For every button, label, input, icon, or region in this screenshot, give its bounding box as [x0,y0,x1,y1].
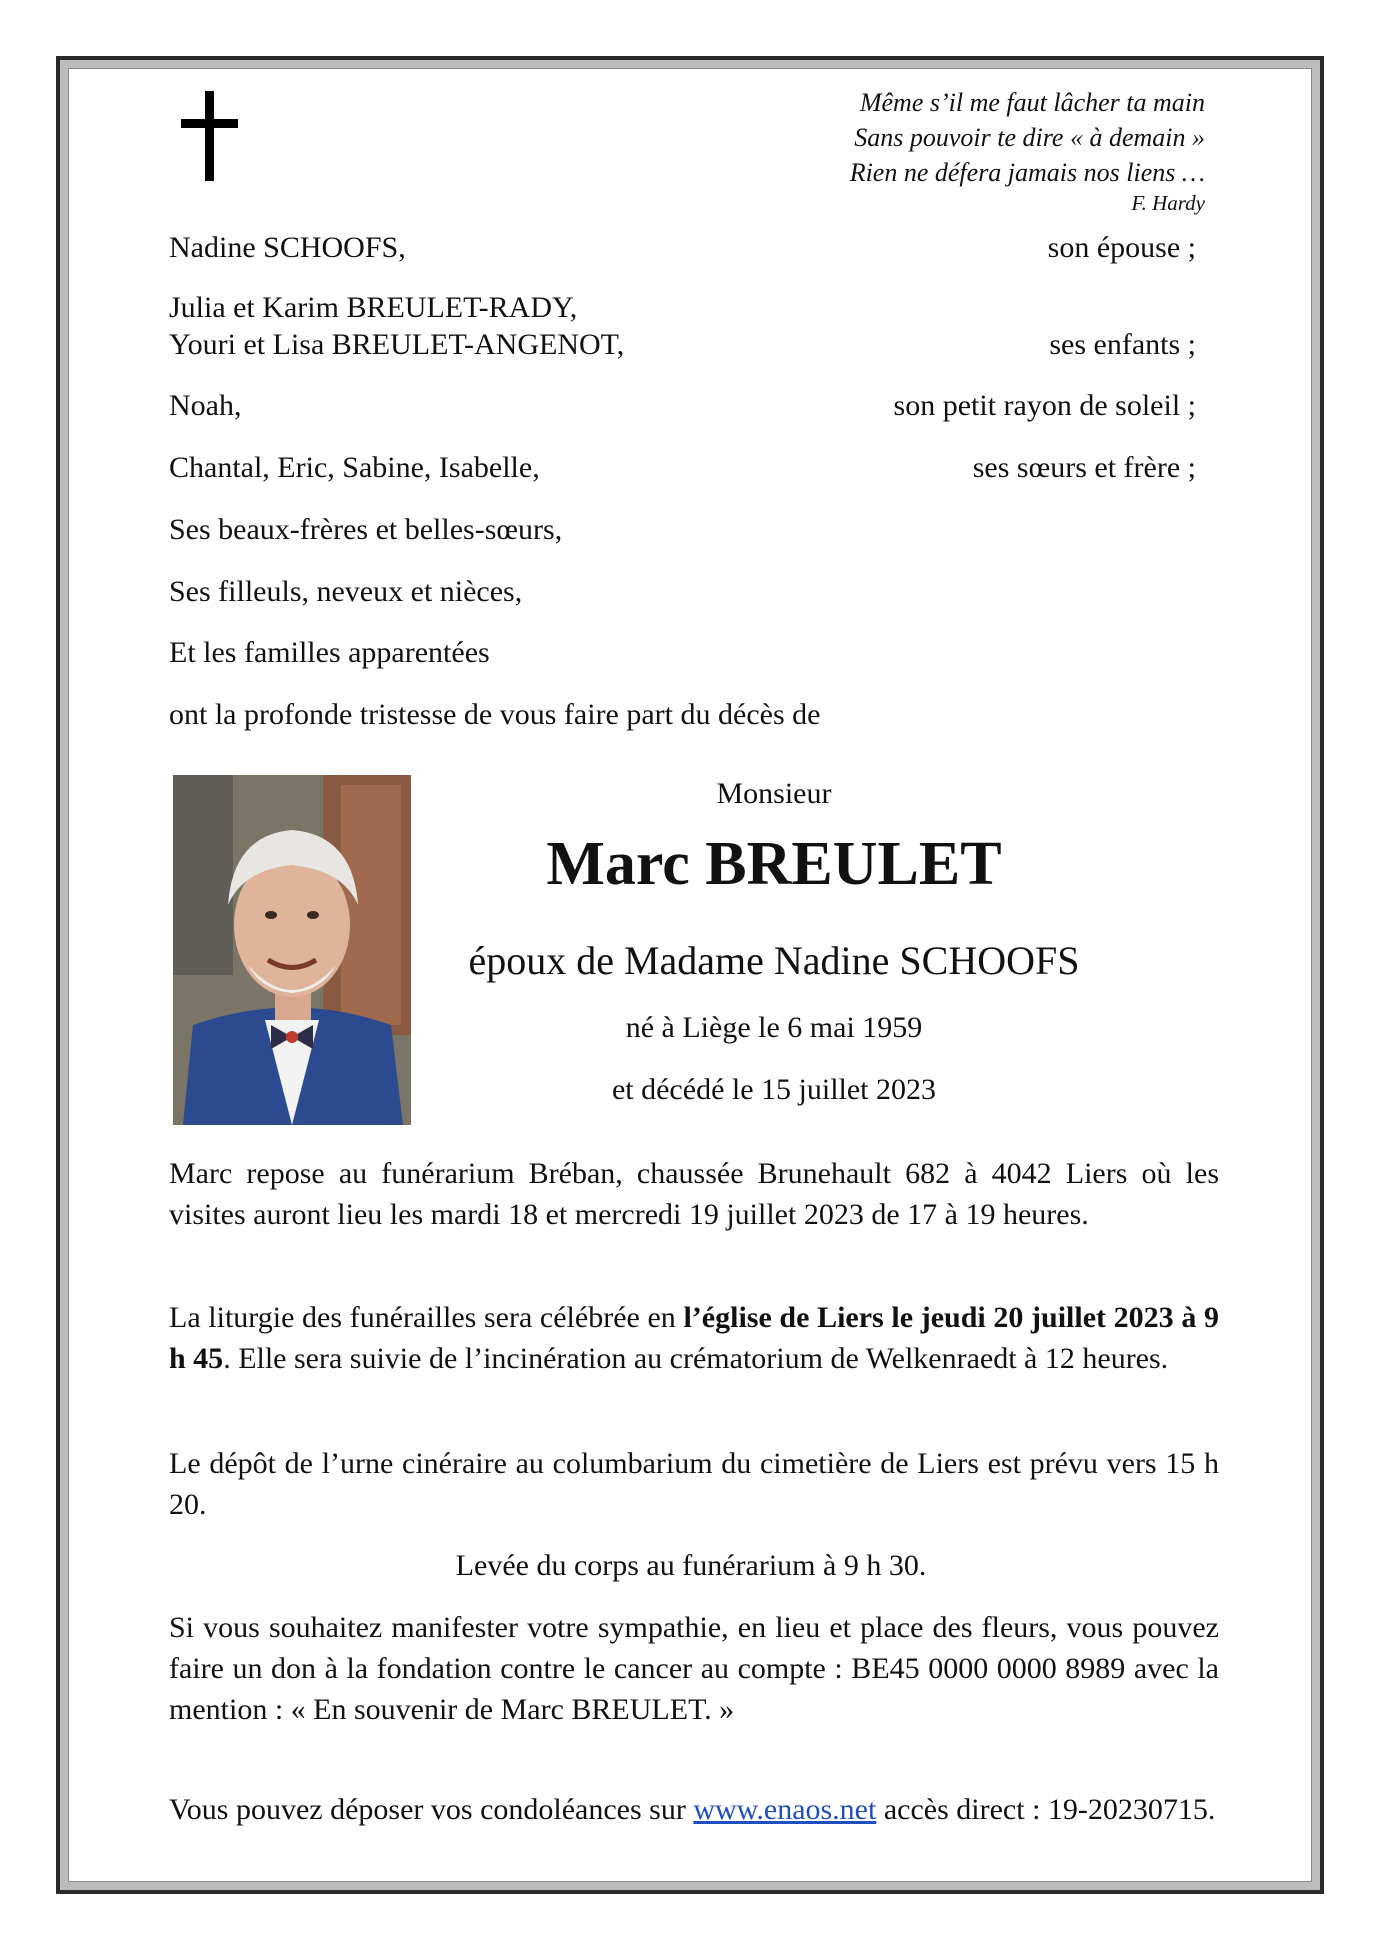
family-names: Julia et Karim BREULET-RADY, [169,291,578,324]
family-relation: son petit rayon de soleil ; [893,389,1196,422]
death-date: et décédé le 15 juillet 2023 [611,1073,937,1106]
poem-line: Même s’il me faut lâcher ta main [859,88,1205,117]
family-relation: ses sœurs et frère ; [972,451,1196,484]
liturgy-text: La liturgie des funérailles sera célébrée en [169,1301,684,1334]
announcement-text: ont la profonde tristesse de vous faire part du décès de [169,698,821,731]
family-relation: ses enfants ; [1049,328,1196,361]
liturgy-text-after: . Elle sera suivie de l’incinération au crématorium de Welkenraedt à 12 heures. [223,1342,1169,1375]
extra-family-line: Et les familles apparentées [169,636,490,669]
deceased-name: Marc BREULET [546,830,1002,898]
poem-quote [850,85,1205,216]
poem-line: Sans pouvoir te dire « à demain » [854,123,1205,152]
levee-line: Levée du corps au funérarium à 9 h 30. [455,1549,927,1582]
donation-paragraph: Si vous souhaitez manifester votre sympathie, en lieu et place des fleurs, vous pouvez faire un don à la fondation contre le cancer au compte : BE45 0000 0000 8989 avec la mention : « En souvenir de Marc BREULET. » [169,1611,1219,1726]
family-names: Chantal, Eric, Sabine, Isabelle, [169,451,540,484]
family-relation: son épouse ; [1047,231,1196,264]
liturgy-paragraph [169,1297,1219,1379]
visit-paragraph: Marc repose au funérarium Bréban, chaussée Brunehault 682 à 4042 Liers où les visites auront lieu les mardi 18 et mercredi 19 juillet 2023 de 17 à 19 heures. [169,1157,1219,1231]
poem-line: Rien ne défera jamais nos liens … [849,158,1205,187]
enaos-link[interactable]: www.enaos.net [693,1793,877,1826]
family-names: Youri et Lisa BREULET-ANGENOT, [169,328,625,361]
condolences-text: Vous pouvez déposer vos condoléances sur [169,1793,694,1826]
poem-author: F. Hardy [1131,191,1205,215]
page-frame [56,56,1324,1894]
cross-icon [181,91,241,181]
condolences-text-after: accès direct : 19-20230715. [876,1793,1216,1826]
liturgy-highlight: l’église de Liers le jeudi 20 juillet 2023 à 9 h 45 [169,1301,1219,1375]
extra-family-line: Ses beaux-frères et belles-sœurs, [169,513,563,546]
family-row-children [169,289,1196,363]
condolences-paragraph [169,1789,1219,1830]
deceased-spouse: époux de Madame Nadine SCHOOFS [468,938,1080,983]
family-names: Noah, [169,389,242,422]
extra-family-line: Ses filleuls, neveux et nièces, [169,575,523,608]
deceased-title: Monsieur [716,777,832,810]
portrait-photo [173,775,411,1125]
family-names: Nadine SCHOOFS, [169,231,406,264]
page-content [68,68,1312,1882]
urn-paragraph: Le dépôt de l’urne cinéraire au columbarium du cimetière de Liers est prévu vers 15 h 20. [169,1447,1219,1521]
birth-date: né à Liège le 6 mai 1959 [625,1011,923,1044]
